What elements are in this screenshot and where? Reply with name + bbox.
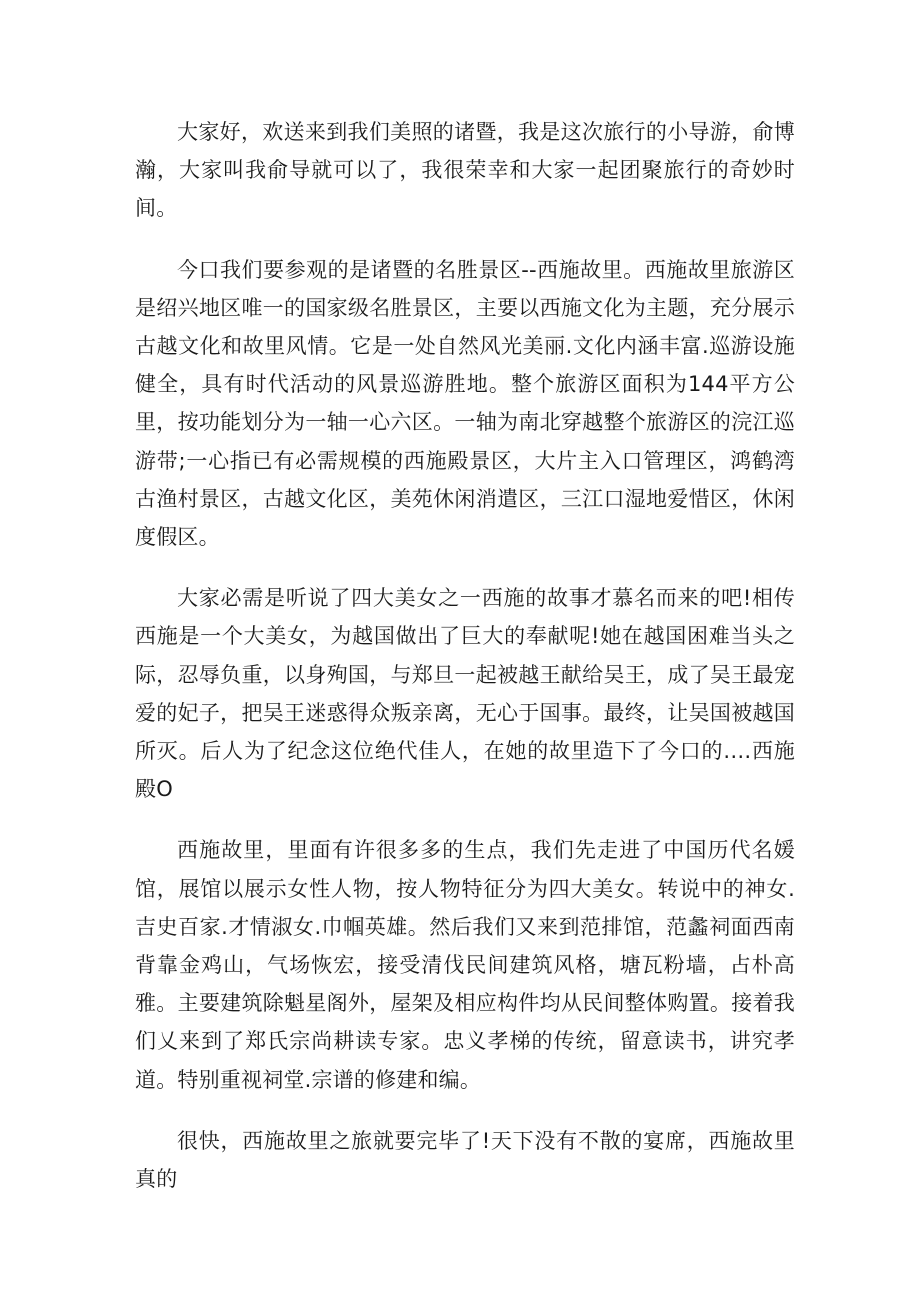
paragraph-museums: 西施故里，里面有许很多多的生点，我们先走进了中国历代名媛馆，展馆以展示女性人物，按人物特征分为四大美女。转说中的神女.吉史百家.才情淑女.巾帼英雄。然后我们又来到范排馆，范蠡祠面西南背靠金鸡山，气场恢宏，接受清伐民间建筑风格，塘瓦粉墙，占朴高雅。主要建筑除魁星阁外，屋架及相应构件均从民间整体购置。接着我们乂来到了郑氏宗尚耕读专家。忠义孝梯的传统，留意读书，讲究孝道。特别重视祠堂.宗谱的修建和编。 (135, 838, 795, 1092)
paragraph-greeting: 大家好，欢送来到我们美照的诸暨，我是这次旅行的小导游，俞博瀚，大家叫我俞导就可以了，我很荣幸和大家一起团聚旅行的奇妙时间。 (135, 120, 795, 221)
body-text (135, 113, 795, 1221)
paragraph-xishi-story: 大家必需是听说了四大美女之一西施的故事才慕名而来的吧!相传西施是一个大美女，为越国做出了巨大的奉献呢!她在越国困难当头之际，忍辱负重，以身殉国，与郑旦一起被越王献给吴王，成了吴王最宠爱的妃子，把吴王迷惑得众叛亲离，无心于国事。最终，让吴国被越国所灭。后人为了纪念这位绝代佳人，在她的故里造下了今口的.…西施殿O (135, 586, 795, 802)
paragraph-closing: 很快，西施故里之旅就要完毕了!天下没有不散的宴席，西施故里真的 (135, 1128, 795, 1192)
paragraph-scenic-area: 今口我们要参观的是诸暨的名胜景区--西施故里。西施故里旅游区是绍兴地区唯一的国家级名胜景区，主要以西施文化为主题，充分展示古越文化和故里风情。它是一处自然风光美丽.文化内涵丰富.巡游设施健全，具有时代活动的风景巡游胜地。整个旅游区面积为144平方公里，按功能划分为一轴一心六区。一轴为南北穿越整个旅游区的浣江巡游带;一心指已有必需规模的西施殿景区，大片主入口管理区，鸿鹤湾古渔村景区，古越文化区，美苑休闲消遣区，三江口湿地爱惜区，休闲度假区。 (135, 257, 795, 550)
